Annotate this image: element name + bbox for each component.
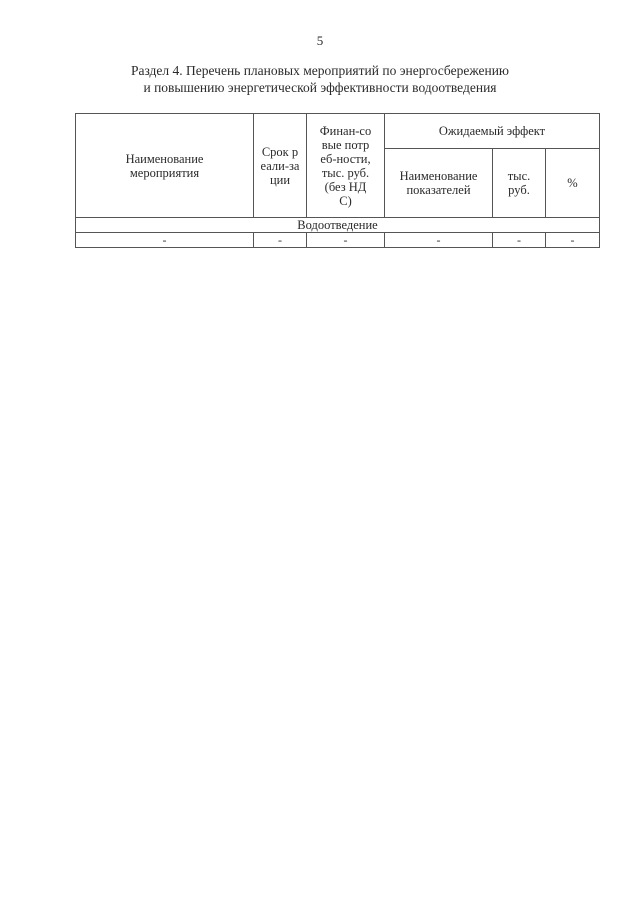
cell-financial-needs: - (307, 233, 385, 248)
header-thousand-rub: тыс. руб. (493, 149, 546, 218)
header-term: Срок реали-зации (254, 114, 307, 218)
cell-thousand-rub: - (493, 233, 546, 248)
cell-percent: - (546, 233, 600, 248)
section-row-water-disposal: Водоотведение (76, 218, 600, 233)
header-measure-name: Наименование мероприятия (76, 114, 254, 218)
cell-term: - (254, 233, 307, 248)
section-title (60, 62, 580, 96)
header-indicator-name: Наименование показателей (385, 149, 493, 218)
section-title-line-1: Раздел 4. Перечень плановых мероприятий по энергосбережению (130, 63, 510, 78)
header-expected-effect: Ожидаемый эффект (385, 114, 600, 149)
cell-measure-name: - (76, 233, 254, 248)
page-number: 5 (316, 33, 324, 48)
header-financial-needs: Финан-совые потреб-ности, тыс. руб. (без НДС) (307, 114, 385, 218)
header-percent: % (546, 149, 600, 218)
cell-indicator-name: - (385, 233, 493, 248)
table-row (76, 233, 600, 248)
section-title-line-2: и повышению энергетической эффективности водоотведения (143, 80, 497, 95)
measures-table (75, 113, 600, 248)
